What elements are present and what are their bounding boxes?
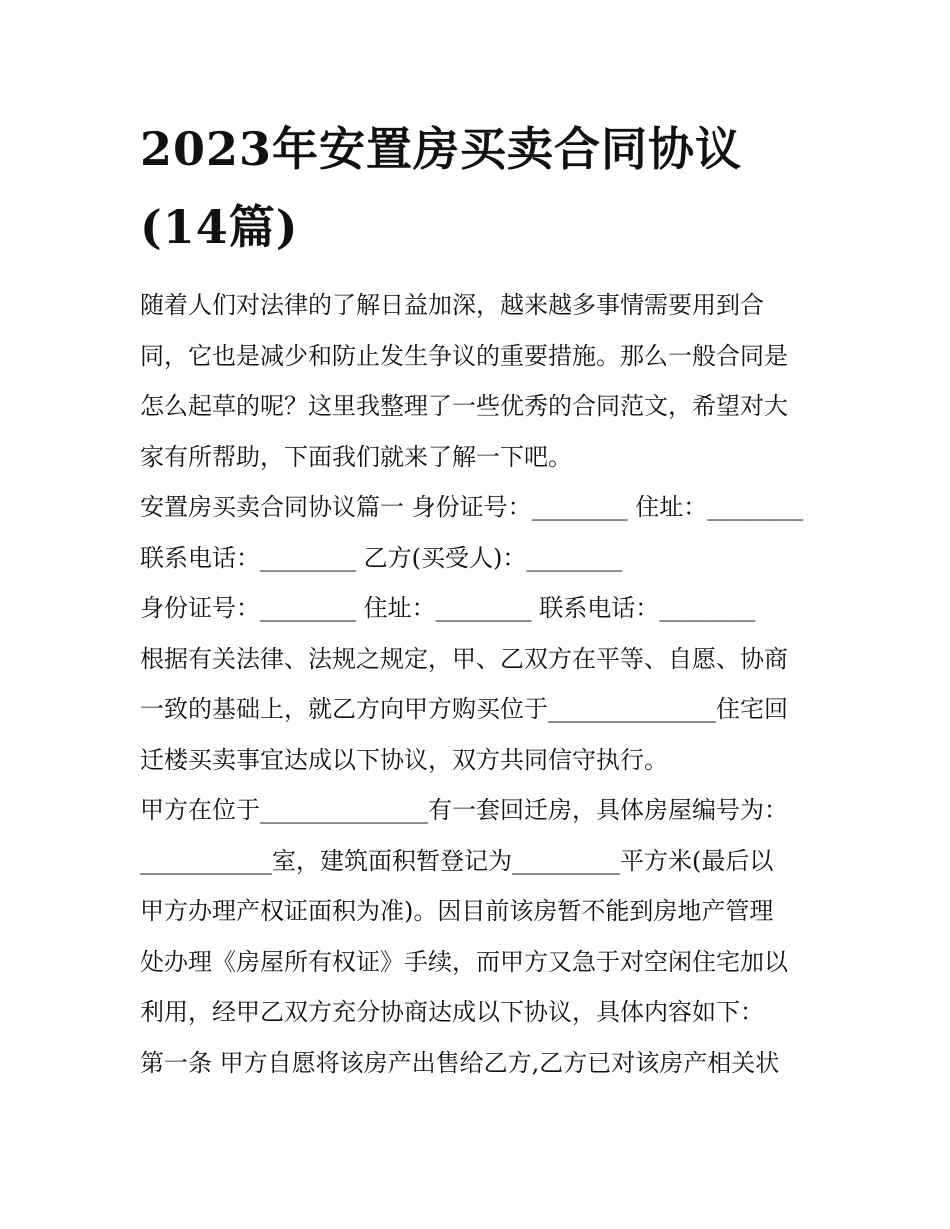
contract-line: 联系电话：________ 乙方(买受人)：________ bbox=[140, 543, 623, 572]
contract-line: 安置房买卖合同协议篇一 身份证号：________ 住址：________ bbox=[140, 493, 804, 521]
intro-line: 家有所帮助，下面我们就来了解一下吧。 bbox=[140, 442, 572, 471]
contract-line: 第一条 甲方自愿将该房产出售给乙方,乙方已对该房产相关状 bbox=[140, 1048, 780, 1077]
contract-line: 处办理《房屋所有权证》手续，而甲方又急于对空闲住宅加以 bbox=[140, 947, 788, 976]
title-line: 2023年安置房买卖合同协议 bbox=[140, 122, 743, 176]
contract-line: 根据有关法律、法规之规定，甲、乙双方在平等、自愿、协商 bbox=[140, 644, 788, 673]
contract-line: 利用，经甲乙双方充分协商达成以下协议，具体内容如下： bbox=[140, 998, 764, 1026]
title-line: (14篇) bbox=[140, 200, 299, 254]
contract-line: 一致的基础上，就乙方向甲方购买位于______________住宅回 bbox=[140, 695, 788, 723]
intro-line: 同，它也是减少和防止发生争议的重要措施。那么一般合同是 bbox=[140, 341, 788, 370]
intro-line: 随着人们对法律的了解日益加深，越来越多事情需要用到合 bbox=[140, 291, 764, 319]
contract-line: ___________室，建筑面积暂登记为_________平方米(最后以 bbox=[140, 846, 774, 875]
contract-line: 甲方办理产权证面积为准)。因目前该房暂不能到房地产管理 bbox=[140, 897, 774, 925]
document-body bbox=[140, 280, 820, 1088]
intro-line: 怎么起草的呢？这里我整理了一些优秀的合同范文，希望对大 bbox=[140, 392, 788, 420]
contract-line: 身份证号：________ 住址：________ 联系电话：________ bbox=[140, 594, 756, 622]
document-title bbox=[140, 110, 820, 266]
contract-line: 迁楼买卖事宜达成以下协议，双方共同信守执行。 bbox=[140, 745, 668, 774]
contract-line: 甲方在位于______________有一套回迁房，具体房屋编号为： bbox=[140, 796, 788, 824]
